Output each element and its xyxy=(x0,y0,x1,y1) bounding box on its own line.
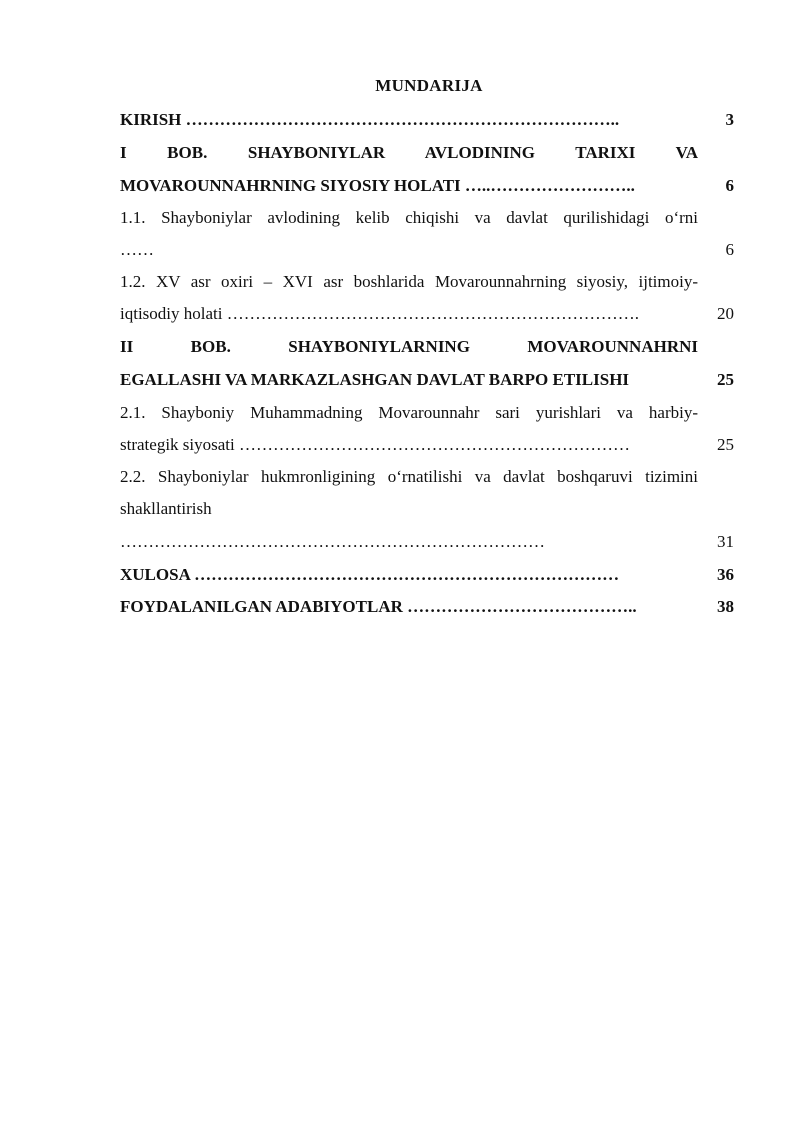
toc-entry-section-1-1[interactable]: 1.1. Shayboniylar avlodining kelib chiqishi va davlat qurilishidagi o‘rni xyxy=(120,208,698,227)
toc-page-number: 3 xyxy=(725,110,734,129)
toc-entry-section-1-2[interactable]: 1.2. XV asr oxiri – XVI asr boshlarida Movarounnahrning siyosiy, ijtimoiy- xyxy=(120,272,698,291)
toc-entry-references[interactable]: FOYDALANILGAN ADABIYOTLAR ………………………………….. xyxy=(120,597,637,616)
toc-entry-section-2-1-line2[interactable]: strategik siyosati …………………………………………………………… xyxy=(120,435,630,454)
toc-page-number: 31 xyxy=(717,532,734,551)
toc-entry-section-1-2-line2[interactable]: iqtisodiy holati ………………………………………………………………. xyxy=(120,304,639,323)
toc-page-number: 38 xyxy=(717,597,734,616)
toc-entry-section-2-1[interactable]: 2.1. Shayboniy Muhammadning Movarounnahr sari yurishlari va harbiy- xyxy=(120,403,698,422)
toc-entry-xulosa[interactable]: XULOSA ………………………………………………………………… xyxy=(120,565,620,584)
toc-page-number: 6 xyxy=(725,240,734,259)
toc-entry-section-1-1-line2[interactable]: …… xyxy=(120,240,154,259)
toc-page-number: 6 xyxy=(725,176,734,195)
toc-page-number: 36 xyxy=(717,565,734,584)
toc-entry-chapter-2-line2[interactable]: EGALLASHI VA MARKAZLASHGAN DAVLAT BARPO ETILISHI xyxy=(120,370,630,389)
toc-entry-chapter-1-line2[interactable]: MOVAROUNNAHRNING SIYOSIY HOLATI …..…………………….. xyxy=(120,176,635,195)
toc-page-number: 20 xyxy=(717,304,734,323)
toc-entry-section-2-2-line2[interactable]: shakllantirish xyxy=(120,499,212,518)
toc-entry-section-2-2[interactable]: 2.2. Shayboniylar hukmronligining o‘rnatilishi va davlat boshqaruvi tizimini xyxy=(120,467,698,486)
toc-title: MUNDARIJA xyxy=(375,76,483,95)
toc-page-number: 25 xyxy=(717,370,734,389)
toc-entry-section-2-2-leader[interactable]: ………………………………………………………………… xyxy=(120,532,545,551)
toc-page-number: 25 xyxy=(717,435,734,454)
toc-entry-chapter-1[interactable]: I BOB. SHAYBONIYLAR AVLODINING TARIXI VA xyxy=(120,143,698,162)
toc-entry-kirish[interactable]: KIRISH ………………………………………………………………….. xyxy=(120,110,620,129)
toc-entry-chapter-2[interactable]: II BOB. SHAYBONIYLARNING MOVAROUNNAHRNI xyxy=(120,337,698,356)
